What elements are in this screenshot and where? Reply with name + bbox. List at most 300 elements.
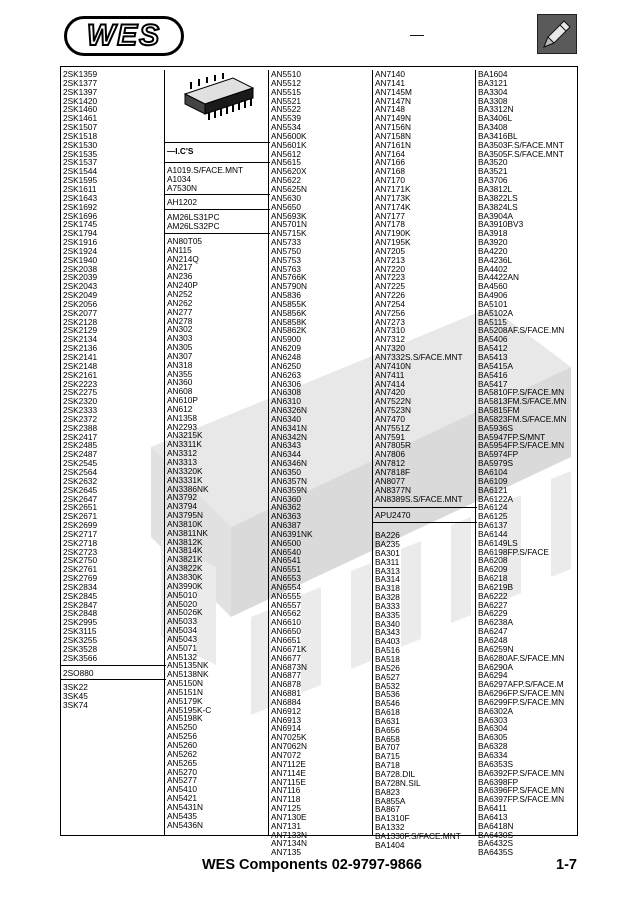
part-number: AN6540	[271, 546, 301, 557]
part-number: AN6346N	[271, 458, 307, 469]
part-number: AN8077	[375, 475, 405, 486]
part-number: AN6610	[271, 617, 301, 628]
part-number: AN610P	[167, 395, 198, 406]
part-number: BA403	[375, 636, 400, 647]
part-number: 2SK3528	[63, 643, 98, 654]
part-number: BA235	[375, 539, 400, 550]
part-number: BA5974FP	[478, 449, 519, 460]
part-number: AN7256	[375, 307, 405, 318]
part-number: BA6222	[478, 590, 508, 601]
part-number: AN7072	[271, 749, 301, 760]
part-number: AN7141	[375, 77, 405, 88]
part-number: AN3311K	[167, 439, 202, 450]
part-number: AN3795N	[167, 510, 203, 521]
part-number: AN7130E	[271, 811, 307, 822]
part-number: AN6306	[271, 378, 301, 389]
part-number: AN7170	[375, 175, 405, 186]
part-number: AN5615	[271, 157, 301, 168]
part-number: AN5763	[271, 263, 301, 274]
part-number: AN5071	[167, 642, 197, 653]
part-number: AN6391NK	[271, 528, 313, 539]
part-number: AN3990K	[167, 580, 203, 591]
part-number: 2SK2723	[63, 546, 98, 557]
part-number: AN5790N	[271, 281, 307, 292]
part-number: BA6435S	[478, 847, 514, 858]
part-number: 2SK2564	[63, 466, 98, 477]
part-number: AN115	[167, 244, 192, 255]
part-number: AN5701N	[271, 219, 307, 230]
part-number: AN3792	[167, 492, 197, 503]
part-number: AN7332S.S/FACE.MNT	[375, 352, 463, 362]
part-number: BA516	[375, 645, 400, 656]
part-number: BA656	[375, 724, 400, 735]
part-number: BA5954FP.S/FACE.MN	[478, 440, 565, 451]
part-number: A1019.S/FACE.MNT	[167, 164, 244, 175]
part-number: AN3215K	[167, 430, 203, 441]
part-number: AN7273	[375, 316, 405, 327]
part-number: AN5600K	[271, 130, 307, 141]
part-number: BA5115	[478, 316, 507, 327]
part-number: 2SK2645	[63, 484, 98, 495]
part-number: 2SK1397	[63, 86, 98, 97]
part-number: 2SK2223	[63, 378, 98, 389]
part-number: AN7161N	[375, 139, 411, 150]
part-number: AN217	[167, 262, 193, 273]
part-number: AN303	[167, 333, 193, 344]
part-number: AN3810K	[167, 518, 203, 529]
part-number: AN7116	[271, 785, 301, 796]
part-number: 2SK3115	[63, 626, 97, 637]
part-number: BA3918	[478, 228, 508, 239]
part-number: BA3308	[478, 95, 508, 106]
part-number: AN7226	[375, 290, 405, 301]
part-number: BA6392FP.S/FACE.MN	[478, 767, 565, 778]
part-number: A1034	[167, 173, 191, 184]
part-number: 2SK3255	[63, 635, 98, 645]
part-number: AN7168	[375, 166, 405, 177]
part-number: AN6873N	[271, 661, 307, 672]
part-number: BA658	[375, 733, 400, 744]
part-number: BA226	[375, 530, 400, 541]
part-number: 2SK2128	[63, 316, 98, 327]
part-number: BA6334	[478, 749, 508, 760]
part-number: 2SK1924	[63, 245, 98, 256]
part-number: AN6362	[271, 502, 301, 513]
part-number: AN6555	[271, 590, 301, 601]
part-number: AN305	[167, 342, 193, 353]
part-number: AN5622	[271, 175, 301, 186]
part-number: AN7174K	[375, 201, 411, 212]
part-number: AN307	[167, 350, 193, 361]
part-number: BA823	[375, 786, 400, 797]
part-number: 2SK1643	[63, 192, 98, 203]
part-number: BA631	[375, 715, 400, 726]
part-number: 2SK2718	[63, 537, 98, 548]
part-number: AN7118	[271, 794, 301, 805]
part-number: BA546	[375, 698, 400, 709]
part-number: AN5515	[271, 86, 301, 97]
part-number: AN3320K	[167, 465, 203, 476]
part-number: AN5431N	[167, 801, 203, 812]
part-number: BA855A	[375, 795, 406, 806]
part-number: AN5612	[271, 148, 301, 159]
part-number: AN3812K	[167, 536, 203, 547]
part-number: 2SK1535	[63, 148, 98, 159]
part-number: BA6124	[478, 502, 508, 513]
part-number: AN5265	[167, 757, 197, 768]
part-number: BA5406	[478, 334, 508, 345]
part-number: BA527	[375, 671, 400, 682]
part-number: AN7420	[375, 387, 405, 398]
part-number: AN7177	[375, 210, 405, 221]
part-number: BA6290A	[478, 661, 514, 672]
part-number: BA6398FP	[478, 776, 519, 787]
part-number: AN7114E	[271, 767, 306, 778]
part-number: AN3830K	[167, 571, 203, 582]
column-an-ba	[372, 69, 475, 850]
part-number: AN6250	[271, 360, 301, 371]
part-number: BA5979S	[478, 458, 514, 469]
part-number: 2SK2750	[63, 555, 98, 566]
part-number: AN6554	[271, 581, 301, 592]
part-number: 2SK3566	[63, 652, 98, 663]
part-number: AN252	[167, 288, 193, 299]
part-number: 2SK2647	[63, 493, 98, 504]
part-number: BA3406L	[478, 113, 513, 124]
part-number: AN5620X	[271, 166, 307, 177]
part-number: BA6137	[478, 520, 508, 531]
part-number: 2SK2417	[63, 431, 98, 442]
part-number: BA3520	[478, 157, 508, 168]
part-number: AN6342N	[271, 431, 307, 442]
part-number: BA6247	[478, 626, 508, 637]
part-number: AN5010	[167, 589, 197, 600]
part-number: 2SK2039	[63, 272, 98, 283]
part-number: AN5179K	[167, 695, 203, 706]
part-number: BA6125	[478, 511, 508, 522]
part-number: BA3503F.S/FACE.MNT	[478, 139, 564, 150]
part-number: 2SK2388	[63, 422, 98, 433]
part-number: BA5101	[478, 298, 508, 309]
section-title-ics: —I.C'S	[167, 146, 194, 156]
part-number: BA343	[375, 627, 400, 638]
part-number: AN6387	[271, 520, 301, 531]
part-number: BA707	[375, 742, 400, 753]
part-number: AN6248	[271, 352, 301, 362]
part-number: AN7591	[375, 431, 405, 442]
part-number: 2SK2141	[63, 352, 98, 362]
part-number: APU2470	[375, 510, 411, 521]
part-number: AN3331K	[167, 474, 203, 485]
part-number: BA6304	[478, 723, 508, 734]
part-number: AN6650	[271, 626, 301, 637]
column-ba	[475, 69, 579, 858]
part-number: AN7156N	[375, 122, 411, 133]
part-number: AN5650	[271, 201, 301, 212]
part-number: AN6677	[271, 652, 301, 663]
part-number: BA6104	[478, 466, 508, 477]
part-number: AN6877	[271, 670, 301, 681]
part-number: BA5947FP.S/MNT	[478, 431, 546, 442]
part-number: BA3904A	[478, 210, 514, 221]
part-number: 2SK2049	[63, 290, 98, 301]
part-number: BA6353S	[478, 758, 514, 769]
part-number: BA333	[375, 600, 400, 611]
part-number: AN5512	[271, 77, 301, 88]
part-number: 2SK1530	[63, 139, 98, 150]
part-number: AN7134N	[271, 838, 307, 849]
page-number: 1-7	[556, 857, 577, 873]
part-number: BA867	[375, 804, 400, 815]
part-number: BA3312N	[478, 104, 514, 115]
part-number: AN5135NK	[167, 660, 209, 671]
part-number: AN5900	[271, 334, 301, 345]
part-number: AN5510	[271, 69, 301, 79]
part-number: 2SK2333	[63, 405, 98, 416]
part-number: 2SK1377	[63, 77, 98, 88]
part-number: AN3313	[167, 457, 197, 467]
header-dash: —	[410, 26, 424, 42]
part-number: BA5815FM	[478, 405, 520, 416]
part-number: AN6357N	[271, 475, 307, 486]
part-number: AN6671K	[271, 643, 307, 654]
part-number: AN3821K	[167, 554, 203, 565]
part-number: AN7135	[271, 847, 301, 858]
part-number: AN7148	[375, 104, 405, 115]
part-number: BA6219B	[478, 581, 514, 592]
part-number: AN7223	[375, 272, 405, 283]
part-number: BA6397FP.S/FACE.MN	[478, 794, 565, 805]
part-number: AN5601K	[271, 139, 307, 150]
part-number: 2SK2761	[63, 564, 98, 575]
part-number: 2SK2699	[63, 520, 98, 531]
part-number: BA518	[375, 654, 400, 664]
part-number: 2SK2161	[63, 369, 98, 380]
part-number: BA536	[375, 689, 400, 700]
part-number: AN7522N	[375, 396, 411, 407]
part-number: AN7225	[375, 281, 405, 292]
part-number: BA6432S	[478, 838, 514, 849]
part-number: AN7147N	[375, 95, 411, 106]
part-number: BA6248	[478, 635, 508, 645]
part-number: BA6121	[478, 484, 508, 495]
part-number: 2SK2848	[63, 608, 98, 619]
part-number: AN7254	[375, 298, 405, 309]
part-number: BA3706	[478, 175, 508, 186]
part-number: BA5208AF.S/FACE.MN	[478, 325, 565, 336]
part-number: BA3121	[478, 77, 508, 88]
part-number: AN1358	[167, 412, 197, 423]
part-number: AN7173K	[375, 192, 411, 203]
parts-table	[60, 66, 578, 858]
part-number: BA6303	[478, 714, 508, 725]
part-number: AN7220	[375, 263, 405, 274]
part-number: 2SK1461	[63, 113, 98, 124]
part-number: AN5435	[167, 810, 197, 821]
part-number: BA1332	[375, 822, 405, 833]
part-number: 2SK1544	[63, 166, 98, 177]
part-number: BA728N.SIL	[375, 777, 421, 788]
part-number: BA3822LS	[478, 192, 518, 203]
part-number: BA301	[375, 547, 400, 558]
part-number: BA6229	[478, 608, 508, 619]
part-number: 2SK2845	[63, 590, 98, 601]
part-number: AN3811NK	[167, 527, 208, 538]
part-number: AN5138NK	[167, 669, 209, 680]
part-number: AN7320	[375, 343, 405, 354]
part-number: 3SK22	[63, 682, 88, 693]
part-number: AN360	[167, 377, 193, 388]
part-number: AN6359N	[271, 484, 307, 495]
part-number: BA1310F	[375, 813, 410, 824]
part-number: AN5034	[167, 625, 197, 636]
ic-chip-icon	[179, 72, 257, 122]
part-number: AN6913	[271, 714, 301, 725]
part-number: 3SK45	[63, 691, 88, 702]
part-number: AN7190K	[375, 228, 411, 239]
part-number: BA1604	[478, 69, 508, 79]
part-number: AN5521	[271, 95, 301, 106]
part-number: BA1404	[375, 839, 405, 850]
part-number: AN5410	[167, 784, 197, 795]
part-number: AN6310	[271, 396, 301, 407]
part-number: 2SK2671	[63, 511, 98, 522]
part-number: BA6418N	[478, 820, 514, 831]
part-number: AN5753	[271, 254, 301, 265]
part-number: AN7205	[375, 245, 405, 256]
part-number: 2SK2043	[63, 281, 98, 292]
part-number: BA4560	[478, 281, 508, 292]
part-number: AN6308	[271, 387, 301, 398]
part-number: AN7133N	[271, 829, 307, 840]
part-number: BA6259N	[478, 643, 514, 654]
part-number: AN6344	[271, 449, 301, 460]
part-number: AN6553	[271, 573, 301, 584]
part-number: BA4906	[478, 290, 508, 301]
logo-text: WES	[86, 19, 162, 52]
part-number: 2SK2129	[63, 325, 98, 336]
part-number: BA313	[375, 565, 400, 576]
part-number: AN6350	[271, 466, 301, 477]
wes-logo	[64, 16, 184, 56]
part-number: AN5033	[167, 616, 197, 627]
part-number: AN236	[167, 271, 193, 282]
part-number: AM26LS32PC	[167, 221, 220, 232]
part-number: BA5416	[478, 369, 508, 380]
part-number: AN5270	[167, 766, 197, 777]
part-number: BA6297AFP.S/FACE.M	[478, 679, 564, 690]
part-number: BA715	[375, 751, 400, 762]
column-ic	[164, 70, 268, 835]
part-number: BA311	[375, 556, 400, 567]
part-number: BA3910BV3	[478, 219, 524, 230]
part-number: 2SK2320	[63, 396, 98, 407]
part-number: AN5630	[271, 192, 301, 203]
part-number: AN6541	[271, 555, 301, 566]
part-number: AN5862K	[271, 325, 307, 336]
part-number: AN7805R	[375, 440, 411, 451]
part-number: BA728.DIL	[375, 768, 416, 779]
part-number: BA4236L	[478, 254, 513, 265]
part-number: AN8377N	[375, 484, 411, 495]
part-number: AN3386NK	[167, 483, 209, 494]
part-number: BA6302A	[478, 705, 514, 716]
part-number: AN5750	[271, 245, 301, 256]
part-number: AN6884	[271, 696, 301, 707]
part-number: BA6280AF.S/FACE.MN	[478, 652, 565, 663]
part-number: BA6209	[478, 564, 508, 575]
part-number: AH1202	[167, 197, 197, 208]
part-number: AN7158N	[375, 130, 411, 141]
part-number: BA6430S	[478, 829, 514, 840]
part-number: AN7112E	[271, 758, 306, 769]
part-number: BA328	[375, 592, 400, 603]
part-number: AN7131	[271, 820, 301, 831]
part-number: AN6912	[271, 705, 301, 716]
part-number: BA6294	[478, 670, 508, 681]
part-number: AN7062N	[271, 741, 307, 752]
part-number: AN7414	[375, 378, 405, 389]
part-number: 2SK1916	[63, 237, 98, 248]
part-number: BA5810FP.S/FACE.MN	[478, 387, 565, 398]
part-number: BA6122A	[478, 493, 514, 504]
part-number: BA314	[375, 574, 400, 585]
part-number: AN5132	[167, 651, 197, 662]
part-number: 2SK2372	[63, 413, 98, 424]
part-number: AN7312	[375, 334, 405, 345]
part-number: 2SK2834	[63, 581, 98, 592]
part-number: AN2293	[167, 421, 197, 432]
part-number: 2SK2632	[63, 475, 98, 486]
part-number: BA318	[375, 583, 400, 594]
part-number: AN7310	[375, 325, 405, 336]
part-number: BA6227	[478, 599, 508, 610]
part-number: AN6363	[271, 511, 301, 522]
part-number: 2SK2545	[63, 458, 98, 469]
part-number: AN355	[167, 368, 193, 379]
part-number: BA3521	[478, 166, 508, 177]
part-number: 2SK2136	[63, 343, 98, 354]
part-number: 2SK1595	[63, 175, 98, 186]
part-number: BA6299FP.S/FACE.MN	[478, 696, 565, 707]
part-number: AN7411	[375, 369, 405, 380]
part-number: BA4402	[478, 263, 508, 274]
part-number: AN7166	[375, 157, 405, 168]
part-number: AN5020	[167, 598, 197, 609]
part-number: BA6149LS	[478, 537, 518, 548]
part-number: AN5256	[167, 731, 197, 742]
part-number: A7530N	[167, 182, 197, 193]
part-number: AN5715K	[271, 228, 307, 239]
part-number: 2SK2056	[63, 298, 98, 309]
part-number: BA3416BL	[478, 130, 518, 141]
part-number: BA3920	[478, 237, 508, 248]
part-number: 2SK2148	[63, 360, 98, 371]
part-number: AN7125	[271, 803, 301, 814]
part-number: BA532	[375, 680, 400, 691]
part-number: BA4220	[478, 245, 508, 256]
part-number: AN5262	[167, 748, 197, 759]
part-number: AN277	[167, 306, 193, 317]
part-number: AN6651	[271, 635, 301, 645]
part-number: AN5534	[271, 122, 301, 133]
part-number: AN7213	[375, 254, 405, 265]
part-number: AN5856K	[271, 307, 307, 318]
part-number: BA4422AN	[478, 272, 520, 283]
part-number: BA6396FP.S/FACE.MN	[478, 785, 565, 796]
part-number: AN7115E	[271, 776, 306, 787]
part-number: AN6360	[271, 493, 301, 504]
